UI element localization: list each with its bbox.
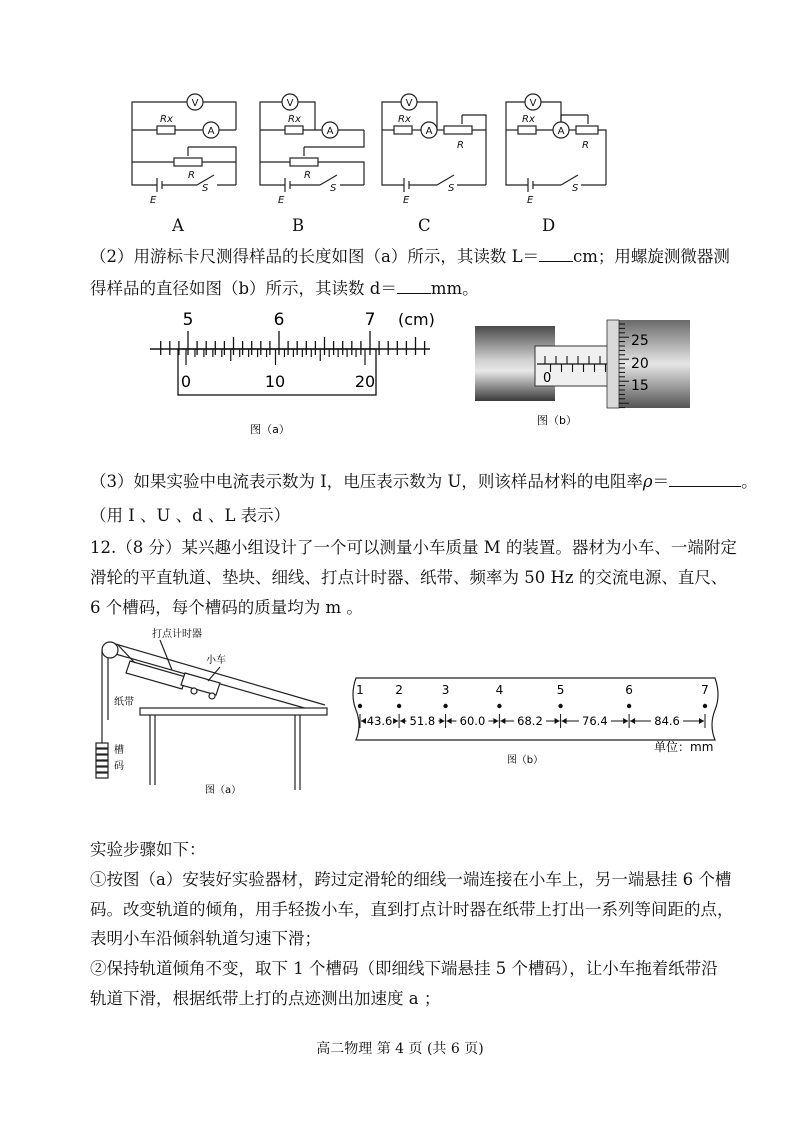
svg-text:A: A [326, 126, 334, 137]
vernier-caliper [140, 305, 440, 440]
tape-gap-label: 51.8 [409, 714, 436, 728]
option-b-label: B [292, 216, 305, 235]
q12-line2: 滑轮的平直轨道、垫块、细线、打点计时器、纸带、频率为 50 Hz 的交流电源、直尺、 [90, 568, 728, 587]
svg-text:V: V [529, 98, 537, 109]
page-footer: 高二物理 第 4 页 (共 6 页) [316, 1041, 484, 1057]
timer-label: 打点计时器 [152, 629, 202, 640]
thimble-label-15: 15 [631, 378, 649, 394]
svg-text:V: V [191, 98, 199, 109]
tape-dot [443, 704, 447, 708]
step1-line3: 表明小车沿倾斜轨道匀速下滑； [90, 929, 321, 948]
weight-label-2: 码 [114, 761, 124, 772]
tape-gap-label: 76.4 [582, 714, 608, 728]
apparatus-caption: 图（a） [205, 785, 242, 796]
tape-dot [627, 704, 631, 708]
circuit-d [506, 102, 606, 192]
tape-label: 纸带 [114, 697, 134, 708]
vernier-label-10: 10 [264, 372, 286, 391]
tape-point-label: 6 [625, 683, 633, 697]
option-d-label: D [542, 216, 556, 235]
tape-point-label: 1 [356, 683, 364, 697]
tape-dot [558, 704, 562, 708]
thimble-label-25: 25 [631, 333, 649, 349]
svg-text:A: A [425, 126, 433, 137]
paper-tape-figure [340, 670, 730, 770]
option-a-label: A [172, 216, 184, 235]
q3-line1: （3）如果实验中电流表示数为 I，电压表示数为 U，则该样品材料的电阻率ρ＝ 。 [90, 472, 758, 491]
tape-point-label: 2 [395, 683, 403, 697]
micrometer-caption: 图（b） [537, 414, 577, 427]
car-label: 小车 [206, 655, 226, 666]
svg-text:A: A [207, 126, 215, 137]
step1-line2: 码。改变轨道的倾角，用手轻拨小车，直到打点计时器在纸带上打出一系列等间距的点， [90, 900, 734, 919]
tape-dot [497, 704, 501, 708]
tape-dot [703, 704, 707, 708]
svg-text:R: R [457, 140, 464, 151]
q2-line2: 得样品的直径如图（b）所示，其读数 d＝ mm。 [90, 279, 479, 298]
q12-line3: 6 个槽码，每个槽码的质量均为 m 。 [90, 598, 363, 617]
svg-text:E: E [278, 195, 285, 206]
svg-text:A: A [557, 126, 565, 137]
step2-line2: 轨道下滑，根据纸带上打的点迹测出加速度 a ； [90, 989, 441, 1008]
tape-dot [358, 704, 362, 708]
tape-gap-label: 84.6 [654, 714, 680, 728]
main-scale-label-5: 5 [182, 310, 194, 330]
svg-text:E: E [403, 195, 410, 206]
svg-text:E: E [150, 195, 157, 206]
tape-caption: 图（b） [506, 755, 544, 766]
circuit-diagrams [120, 85, 620, 210]
tape-gap-label: 43.6 [366, 714, 393, 728]
tape-point-label: 3 [441, 683, 450, 697]
circuit-b [260, 102, 364, 192]
option-c-label: C [418, 216, 431, 235]
vernier-label-0: 0 [180, 372, 192, 391]
main-scale-label-7: 7 [364, 310, 376, 330]
tape-gap-label: 60.0 [459, 714, 486, 728]
apparatus-figure [90, 625, 340, 800]
svg-text:E: E [527, 195, 534, 206]
tape-unit: 单位：mm [654, 740, 714, 754]
svg-text:S: S [448, 183, 455, 194]
tape-point-label: 4 [495, 683, 504, 697]
svg-text:Rx: Rx [288, 114, 301, 125]
svg-text:V: V [286, 98, 294, 109]
steps-title: 实验步骤如下： [90, 840, 206, 859]
caliper-unit: (cm) [398, 310, 435, 329]
tape-point-label: 5 [556, 683, 565, 697]
svg-text:Rx: Rx [522, 114, 535, 125]
tape-point-label: 7 [701, 683, 709, 697]
tape-gap-label: 68.2 [517, 714, 543, 728]
micrometer [475, 318, 690, 433]
vernier-label-20: 20 [354, 372, 376, 391]
q12-line1: 12.（8 分）某兴趣小组设计了一个可以测量小车质量 M 的装置。器材为小车、一端附定 [90, 538, 737, 557]
main-scale-label-6: 6 [273, 310, 285, 330]
svg-text:R: R [304, 170, 311, 181]
q2-line1: （2）用游标卡尺测得样品的长度如图（a）所示，其读数 L＝ cm；用螺旋测微器测 [90, 247, 730, 266]
caliper-caption: 图（a） [250, 423, 290, 436]
svg-text:S: S [202, 183, 209, 194]
svg-text:V: V [405, 98, 413, 109]
step2-line1: ②保持轨道倾角不变，取下 1 个槽码（即细线下端悬挂 5 个槽码），让小车拖着纸带沿 [90, 959, 718, 978]
svg-text:S: S [330, 183, 337, 194]
svg-text:S: S [572, 183, 579, 194]
svg-text:R: R [188, 170, 195, 181]
weight-label-1: 槽 [114, 745, 124, 756]
step1-line1: ①按图（a）安装好实验器材，跨过定滑轮的细线一端连接在小车上，另一端悬挂 6 个槽 [90, 870, 732, 889]
thimble-label-20: 20 [631, 356, 649, 372]
svg-text:Rx: Rx [160, 114, 173, 125]
sleeve-zero-label: 0 [543, 371, 552, 386]
tape-dot [397, 704, 401, 708]
circuit-a [132, 102, 236, 192]
q3-line2: （用 I 、U 、d 、L 表示） [90, 506, 291, 525]
svg-text:Rx: Rx [398, 114, 411, 125]
svg-text:R: R [582, 140, 589, 151]
